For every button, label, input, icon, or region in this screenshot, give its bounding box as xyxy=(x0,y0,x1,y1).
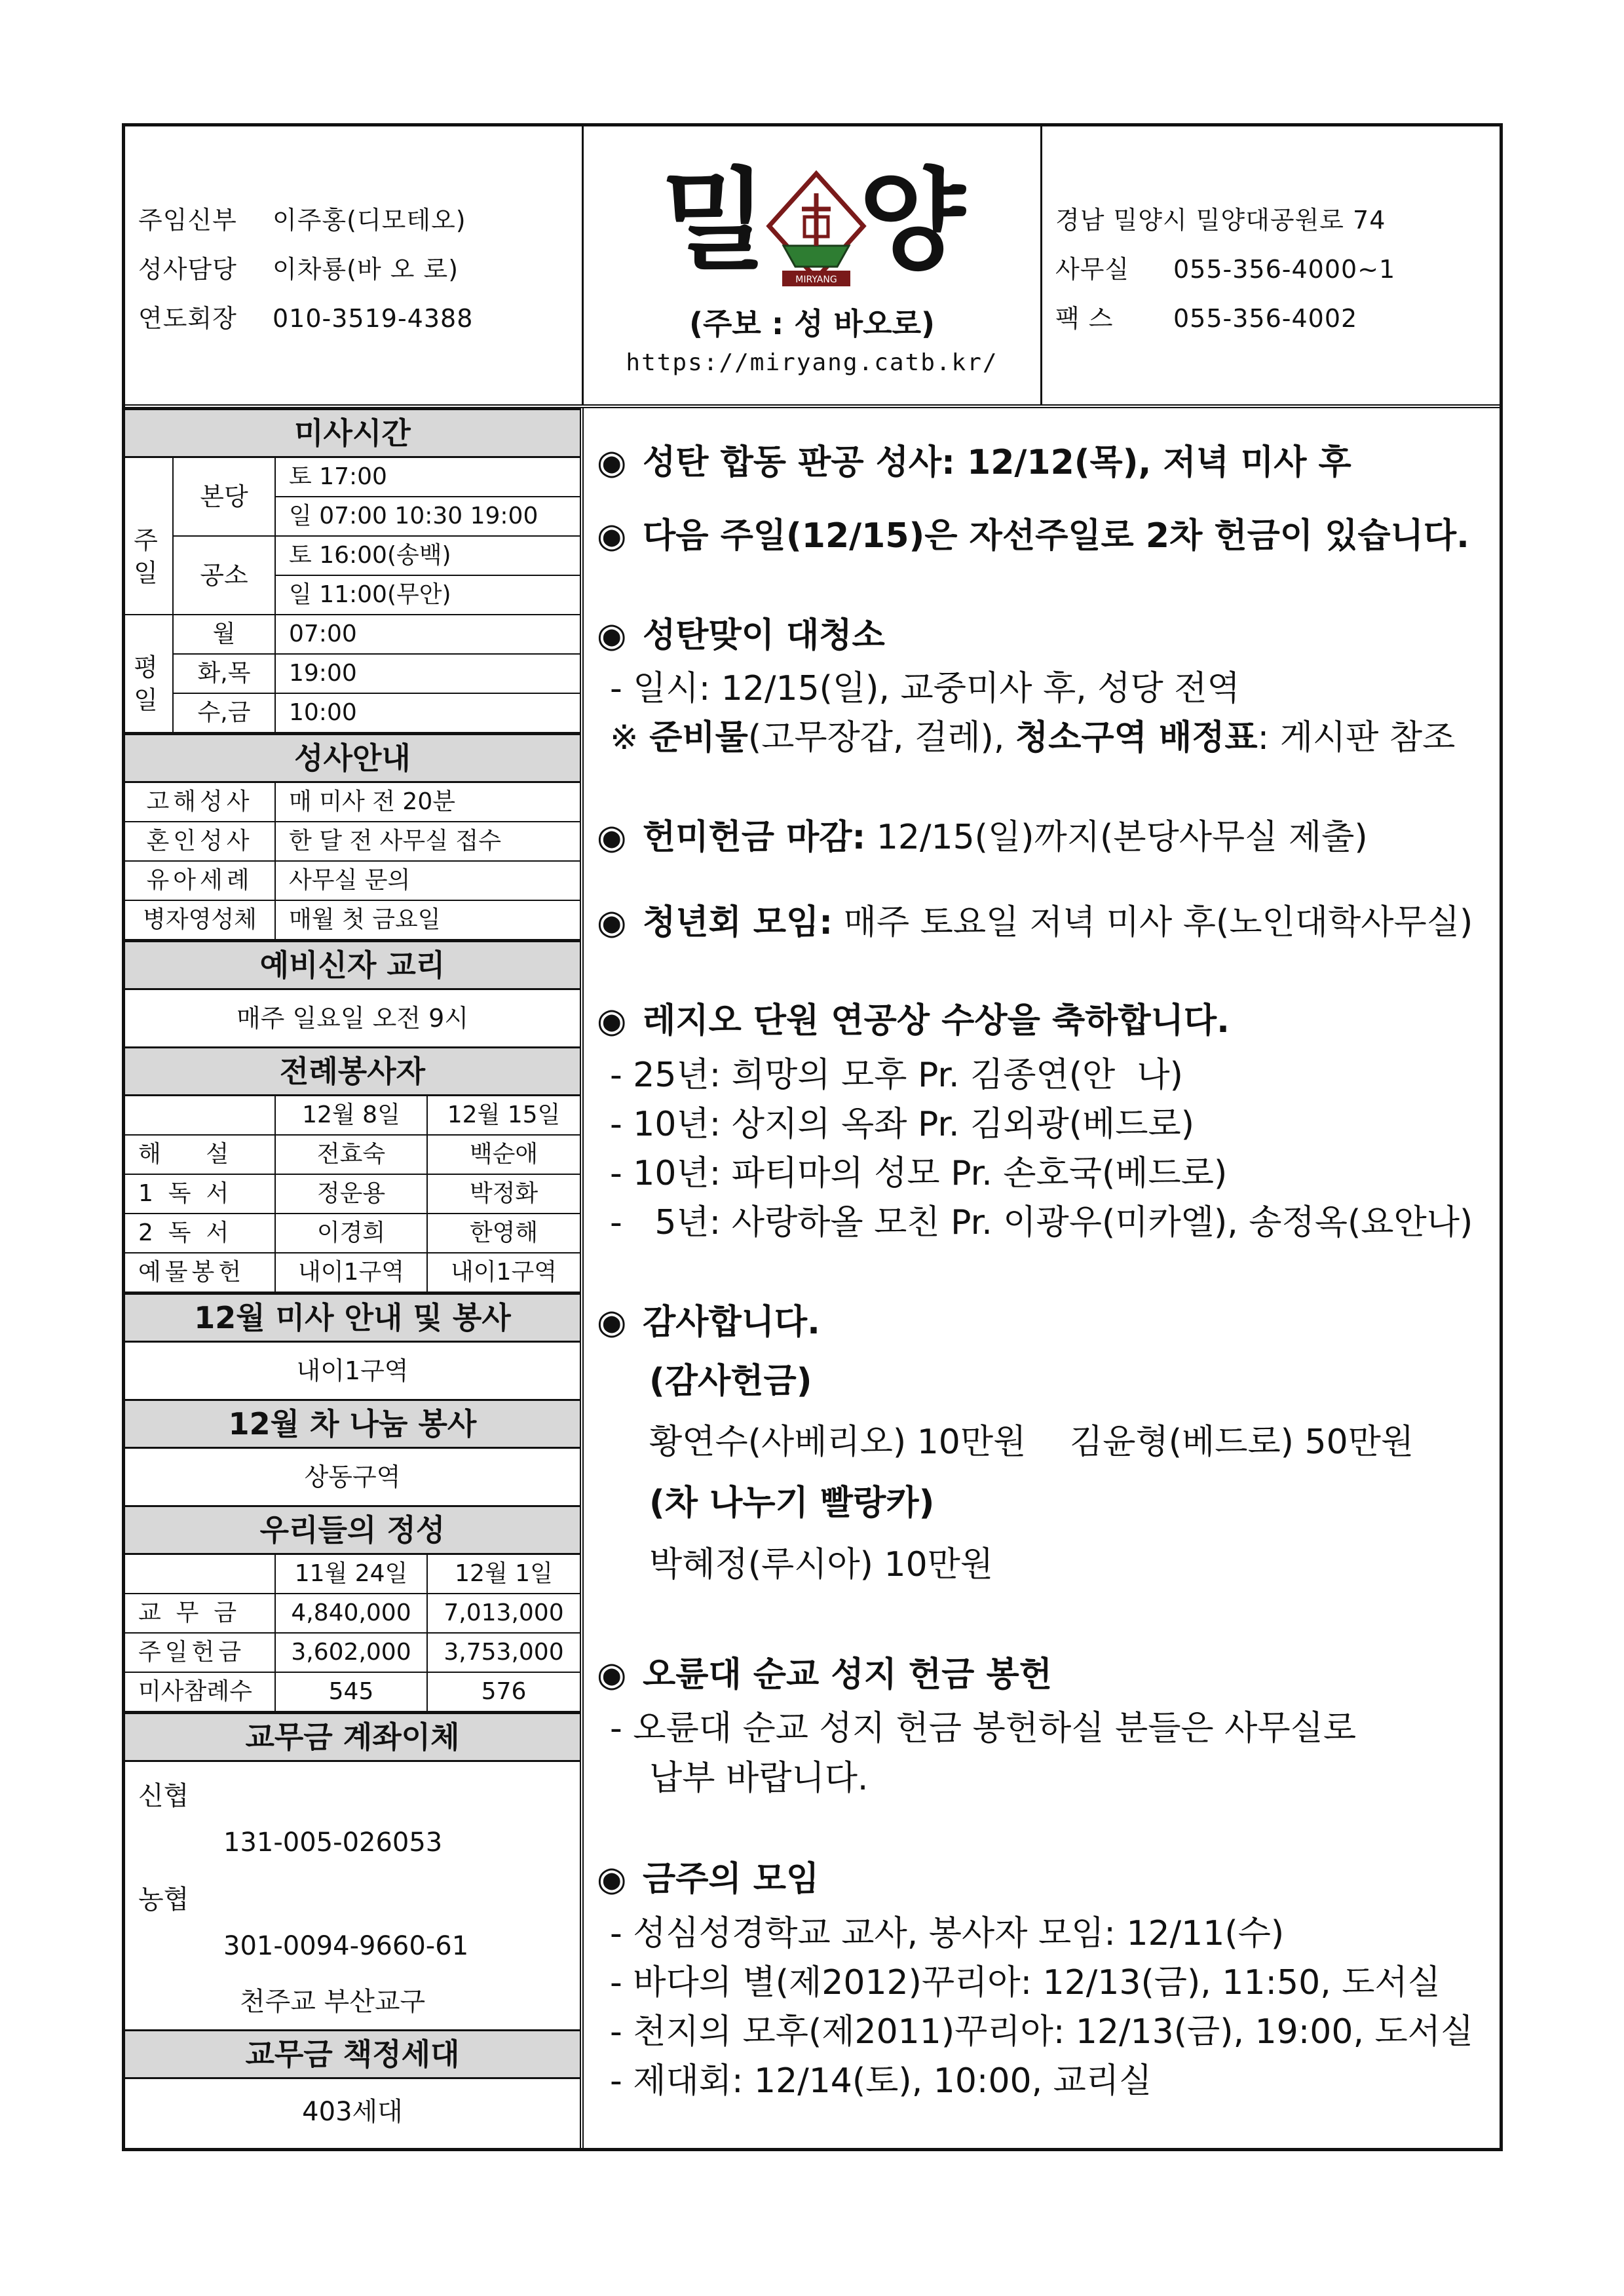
sacrament-priest-row xyxy=(138,249,459,285)
offering-amount: 576 xyxy=(481,1678,527,1705)
bulletin-header xyxy=(125,126,1500,408)
sacrament-info: 사무실 문의 xyxy=(289,867,411,894)
clergy-info xyxy=(125,126,584,404)
december-mass-group: 내이1구역 xyxy=(296,1356,409,1385)
pastor-label: 주임신부 xyxy=(138,206,237,235)
notice-meetings xyxy=(597,1851,819,1900)
mass-row-sun: 일 07:00 10:30 19:00 xyxy=(276,497,580,537)
fax-label: 팩 스 xyxy=(1055,304,1114,333)
cleaning-supplies xyxy=(610,710,1455,759)
supplies-text: (고무장갑, 걸레), xyxy=(747,718,1015,757)
sacrament-name: 고해성사 xyxy=(125,783,276,821)
households-heading: 교무금 책정세대 xyxy=(125,2029,580,2079)
notice-text: 성탄맞이 대청소 xyxy=(643,616,885,655)
meeting-item: - 천지의 모후(제2011)꾸리아: 12/13(금), 19:00, 도서실 xyxy=(610,2012,1474,2052)
offering-item: 주일헌금 xyxy=(138,1634,276,1672)
account-number-2: 301-0094-9660-61 xyxy=(223,1931,469,1961)
yeondo-row xyxy=(138,298,473,334)
liturgy-row xyxy=(125,1175,580,1214)
offering-date: 12월 1일 xyxy=(455,1560,553,1587)
offering-amount: 7,013,000 xyxy=(444,1599,564,1626)
yeondo-phone: 010-3519-4388 xyxy=(273,304,474,333)
office-label: 사무실 xyxy=(1055,255,1130,284)
sidebar xyxy=(125,408,584,2151)
notice-text: 레지오 단원 연공상 수상을 축하합니다. xyxy=(643,1001,1230,1041)
liturgy-role: 1 독 서 xyxy=(138,1175,276,1213)
notice-label: 헌미헌금 마감: xyxy=(643,818,866,857)
bulletin-frame xyxy=(122,123,1503,2151)
notice-rice-offering xyxy=(597,809,1368,858)
shrine-offering-text: 납부 바랍니다. xyxy=(649,1759,869,1798)
pastor-name: 이주홍(디모테오) xyxy=(273,206,466,235)
sacrament-name: 병자영성체 xyxy=(125,901,276,939)
pastor-row xyxy=(138,200,466,236)
liturgy-server: 백순애 xyxy=(469,1141,538,1168)
gongso-label: 공소 xyxy=(174,537,276,615)
households-count: 403세대 xyxy=(302,2097,403,2127)
liturgy-server: 박정화 xyxy=(469,1180,538,1207)
sacrament-priest-name: 이차룡(바 오 로) xyxy=(273,255,459,284)
sacrament-name: 유아세례 xyxy=(125,862,276,900)
bullet-icon: ◉ xyxy=(597,818,627,857)
meeting-item: - 제대회: 12/14(토), 10:00, 교리실 xyxy=(610,2061,1152,2101)
notice-martyr-shrine xyxy=(597,1647,1052,1696)
liturgy-row xyxy=(125,1214,580,1253)
parish-url[interactable]: https://miryang.catb.kr/ xyxy=(626,349,998,376)
catechumen-time: 매주 일요일 오전 9시 xyxy=(236,1004,469,1033)
bullet-icon: ◉ xyxy=(597,1303,627,1342)
mass-row-sat: 토 17:00 xyxy=(276,458,580,497)
offering-date: 11월 24일 xyxy=(276,1555,428,1593)
tea-service-heading: 12월 차 나눔 봉사 xyxy=(125,1399,580,1449)
liturgy-server: 이경희 xyxy=(276,1214,428,1252)
cleaning-schedule: - 일시: 12/15(일), 교중미사 후, 성당 전역 xyxy=(610,669,1240,708)
bullet-icon: ◉ xyxy=(597,1860,627,1899)
contact-info xyxy=(1042,126,1501,404)
notice-text: 다음 주일(12/15)은 자선주일로 2차 헌금이 있습니다. xyxy=(643,516,1469,556)
liturgy-server: 내이1구역 xyxy=(450,1259,557,1286)
offering-amount: 545 xyxy=(276,1673,428,1711)
offering-item: 미사참례수 xyxy=(138,1673,276,1711)
offering-row xyxy=(125,1673,580,1712)
zone-label: 청소구역 배정표 xyxy=(1015,718,1258,757)
weekday-day: 수,금 xyxy=(174,694,276,732)
catechumen-heading: 예비신자 교리 xyxy=(125,940,580,990)
liturgy-role: 해 설 xyxy=(138,1136,276,1174)
offering-item: 교 무 금 xyxy=(138,1594,276,1632)
december-mass-heading: 12월 미사 안내 및 봉사 xyxy=(125,1293,580,1343)
liturgy-server: 정운용 xyxy=(276,1175,428,1213)
thanks-donor: 황연수(사베리오) 10만원 xyxy=(649,1423,1027,1462)
notice-text: 감사합니다. xyxy=(643,1303,820,1342)
legio-award: - 5년: 사랑하올 모친 Pr. 이광우(미카엘), 송정옥(요안나) xyxy=(610,1203,1473,1242)
weekday-time: 19:00 xyxy=(289,660,357,687)
sunday-label: 주 일 xyxy=(125,458,174,615)
mass-times-heading: 미사시간 xyxy=(125,408,580,458)
weekday-row-tuethu xyxy=(174,655,580,694)
offering-corner xyxy=(125,1555,276,1593)
liturgy-role: 예물봉헌 xyxy=(138,1253,276,1292)
offering-date-row xyxy=(125,1555,580,1594)
sacrament-heading: 성사안내 xyxy=(125,733,580,783)
offering-heading: 우리들의 정성 xyxy=(125,1505,580,1555)
sacrament-row xyxy=(125,862,580,901)
offering-row xyxy=(125,1634,580,1673)
account-number-1: 131-005-026053 xyxy=(223,1827,443,1858)
notice-text: 성탄 합동 판공 성사: 12/12(목), 저녁 미사 후 xyxy=(643,443,1351,482)
fax-number: 055-356-4002 xyxy=(1173,304,1358,333)
liturgy-date: 12월 15일 xyxy=(447,1101,561,1128)
bullet-icon: ◉ xyxy=(597,443,627,482)
offering-row xyxy=(125,1594,580,1634)
offering-amount: 4,840,000 xyxy=(276,1594,428,1632)
liturgy-row xyxy=(125,1253,580,1293)
bullet-icon: ◉ xyxy=(597,1655,627,1694)
address-row xyxy=(1055,200,1386,236)
parish-logo xyxy=(764,168,869,299)
bullet-icon: ◉ xyxy=(597,903,627,942)
notice-legio xyxy=(597,993,1230,1042)
bulletin-subtitle: (주보 : 성 바오로) xyxy=(689,306,935,341)
notice-youth xyxy=(597,894,1473,944)
weekday-day: 월 xyxy=(174,615,276,653)
sacrament-row xyxy=(125,901,580,940)
meeting-item: - 성심성경학교 교사, 봉사자 모임: 12/11(수) xyxy=(610,1914,1285,1953)
mass-row-gongso-sun: 일 11:00(무안) xyxy=(276,576,580,615)
fax-row xyxy=(1055,298,1357,334)
liturgy-date-row xyxy=(125,1096,580,1136)
masthead xyxy=(584,126,1042,404)
bank-name-1: 신협 xyxy=(138,1781,189,1811)
account-holder: 천주교 부산교구 xyxy=(240,1987,426,2017)
legio-award: - 10년: 상지의 옥좌 Pr. 김외광(베드로) xyxy=(610,1105,1195,1144)
notice-text: 12/15(일)까지(본당사무실 제출) xyxy=(865,818,1368,857)
sacrament-name: 혼인성사 xyxy=(125,822,276,860)
supplies-label: 준비물 xyxy=(649,718,748,757)
weekday-row-wedfri xyxy=(174,694,580,733)
yeondo-label: 연도회장 xyxy=(138,304,237,333)
bullet-icon: ◉ xyxy=(597,1001,627,1041)
shrine-offering-text: - 오륜대 순교 성지 헌금 봉헌하실 분들은 사무실로 xyxy=(610,1709,1357,1748)
liturgy-heading: 전례봉사자 xyxy=(125,1046,580,1096)
notice-text: 금주의 모임 xyxy=(643,1860,820,1899)
offering-amount: 3,602,000 xyxy=(276,1634,428,1672)
tea-donation-heading: (차 나누기 빨랑카) xyxy=(649,1483,935,1523)
office-phone: 055-356-4000~1 xyxy=(1173,255,1396,284)
offering-amount: 3,753,000 xyxy=(444,1639,564,1666)
thanks-donor: 김윤형(베드로) 50만원 xyxy=(1070,1423,1414,1462)
meeting-item: - 바다의 별(제2012)꾸리아: 12/13(금), 11:50, 도서실 xyxy=(610,1963,1441,2002)
liturgy-server: 전효숙 xyxy=(276,1136,428,1174)
weekday-label: 평 일 xyxy=(125,615,174,733)
tea-service-group: 상동구역 xyxy=(304,1463,401,1491)
notice-cleaning xyxy=(597,607,885,657)
notice-label: 청년회 모임: xyxy=(643,903,833,942)
liturgy-server: 한영해 xyxy=(469,1219,538,1246)
liturgy-row xyxy=(125,1136,580,1175)
weekday-day: 화,목 xyxy=(174,655,276,693)
sacrament-info: 매월 첫 금요일 xyxy=(289,906,441,933)
notices xyxy=(584,408,1500,2151)
parish-title xyxy=(584,155,1040,286)
liturgy-corner xyxy=(125,1096,276,1134)
title-char-right: 양 xyxy=(859,157,966,285)
bank-name-2: 농협 xyxy=(138,1885,189,1915)
mass-row-gongso-sat: 토 16:00(송백) xyxy=(276,537,580,576)
account-heading: 교무금 계좌이체 xyxy=(125,1712,580,1762)
tea-donor: 박혜정(루시아) 10만원 xyxy=(649,1545,994,1584)
notice-text: 매주 토요일 저녁 미사 후(노인대학사무실) xyxy=(833,903,1473,942)
notice-charity-sunday xyxy=(597,508,1469,557)
liturgy-date: 12월 8일 xyxy=(276,1096,428,1134)
sacrament-info: 매 미사 전 20분 xyxy=(289,788,456,815)
address-text: 경남 밀양시 밀양대공원로 74 xyxy=(1055,206,1386,235)
sacrament-row xyxy=(125,822,580,862)
legio-award: - 25년: 희망의 모후 Pr. 김종연(안 나) xyxy=(610,1056,1183,1095)
weekday-time: 10:00 xyxy=(289,699,357,726)
sacrament-info: 한 달 전 사무실 접수 xyxy=(289,828,501,854)
zone-text: : 게시판 참조 xyxy=(1257,718,1456,757)
bondang-label: 본당 xyxy=(174,458,276,537)
bullet-icon: ◉ xyxy=(597,616,627,655)
liturgy-role: 2 독 서 xyxy=(138,1214,276,1252)
legio-award: - 10년: 파티마의 성모 Pr. 손호국(베드로) xyxy=(610,1154,1228,1193)
weekday-row-mon xyxy=(174,615,580,655)
sacrament-priest-label: 성사담당 xyxy=(138,255,237,284)
title-char-left: 밀 xyxy=(661,157,768,285)
logo-text: MIRYANG xyxy=(795,275,837,285)
liturgy-server: 내이1구역 xyxy=(276,1253,428,1292)
notice-thanks xyxy=(597,1294,820,1343)
thanks-offering-heading: (감사헌금) xyxy=(649,1362,812,1401)
notice-confession xyxy=(597,434,1351,484)
note-mark: ※ xyxy=(610,718,650,757)
office-phone-row xyxy=(1055,249,1395,285)
bullet-icon: ◉ xyxy=(597,516,627,556)
sacrament-row xyxy=(125,783,580,822)
weekday-time: 07:00 xyxy=(289,621,357,647)
notice-text: 오륜대 순교 성지 헌금 봉헌 xyxy=(643,1655,1052,1694)
